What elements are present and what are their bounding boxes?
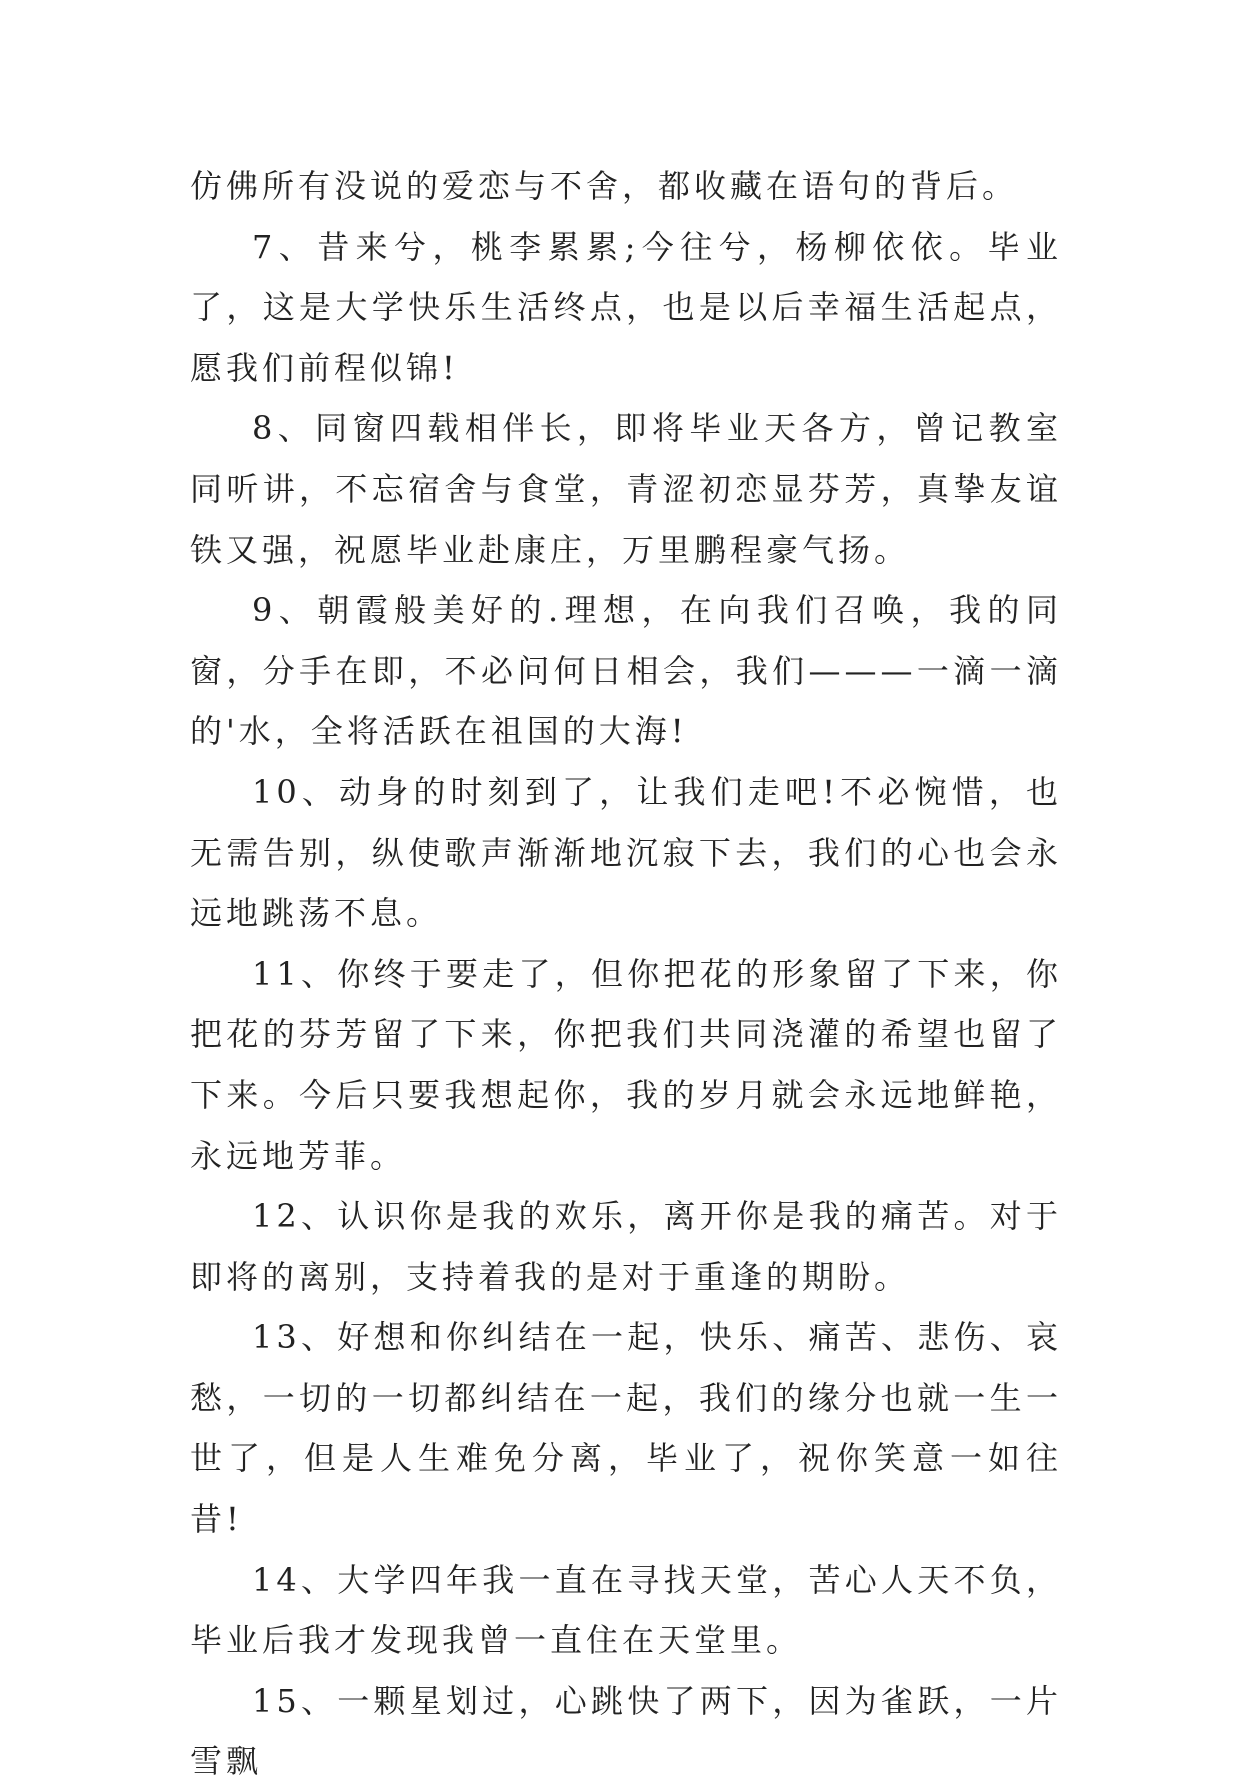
paragraph-item-15: 15、一颗星划过，心跳快了两下，因为雀跃，一片雪飘 — [190, 1681, 1062, 1781]
paragraph-item-8: 8、同窗四载相伴长，即将毕业天各方，曾记教室同听讲，不忘宿舍与食堂，青涩初恋显芬芳，真挚友谊铁又强，祝愿毕业赴康庄，万里鹏程豪气扬。 — [190, 409, 1062, 569]
paragraph-item-13: 13、好想和你纠结在一起，快乐、痛苦、悲伤、哀愁，一切的一切都纠结在一起，我们的缘分也就一生一世了，但是人生难免分离，毕业了，祝你笑意一如往昔! — [190, 1318, 1062, 1539]
paragraph-item-7: 7、昔来兮，桃李累累;今往兮，杨柳依依。毕业了，这是大学快乐生活终点，也是以后幸福生活起点，愿我们前程似锦! — [190, 227, 1062, 387]
paragraph-item-11: 11、你终于要走了，但你把花的形象留了下来，你把花的芬芳留了下来，你把我们共同浇灌的希望也留了下来。今后只要我想起你，我的岁月就会永远地鲜艳，永远地芳菲。 — [190, 954, 1062, 1175]
document-body — [190, 156, 1062, 1792]
paragraph-item-10: 10、动身的时刻到了，让我们走吧!不必惋惜，也无需告别，纵使歌声渐渐地沉寂下去，我们的心也会永远地跳荡不息。 — [190, 772, 1062, 933]
paragraph-item-9: 9、朝霞般美好的.理想，在向我们召唤，我的同窗，分手在即，不必问何日相会，我们———一滴一滴的'水，全将活跃在祖国的大海! — [190, 591, 1062, 751]
paragraph-continuation: 仿佛所有没说的爱恋与不舍，都收藏在语句的背后。 — [190, 167, 1019, 205]
paragraph-item-12: 12、认识你是我的欢乐，离开你是我的痛苦。对于即将的离别，支持着我的是对于重逢的期盼。 — [190, 1197, 1062, 1296]
paragraph-item-14: 14、大学四年我一直在寻找天堂，苦心人天不负，毕业后我才发现我曾一直住在天堂里。 — [190, 1560, 1062, 1660]
